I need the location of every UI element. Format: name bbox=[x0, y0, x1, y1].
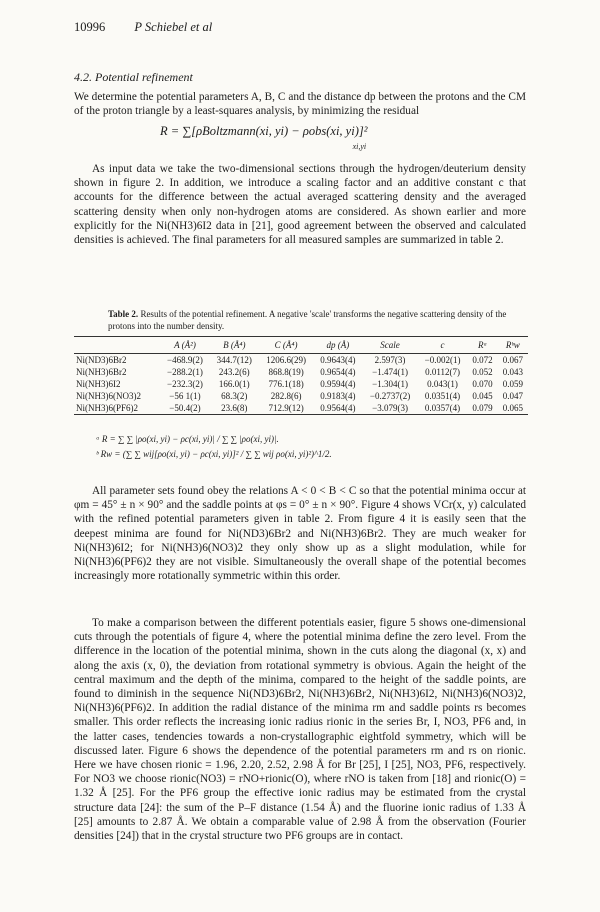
table-cell: 0.9594(4) bbox=[320, 379, 356, 389]
running-authors: P Schiebel et al bbox=[134, 20, 213, 34]
table-cell: −232.3(2) bbox=[167, 379, 203, 389]
table-cell: Ni(NH3)6(PF6)2 bbox=[76, 403, 138, 413]
table-cell: 0.079 bbox=[472, 403, 493, 413]
table-row bbox=[74, 378, 528, 390]
equation-body: R = ∑[ρBoltzmann(xi, yi) − ρobs(xi, yi)]² bbox=[160, 124, 368, 138]
table-cell: 282.8(6) bbox=[270, 391, 302, 401]
table-footnote-a: ᵃ R = ∑ ∑ |ρo(xi, yi) − ρc(xi, yi)| / ∑ ∑ |ρo(xi, yi)|. bbox=[96, 434, 279, 444]
column-header: Rᵃ bbox=[477, 340, 488, 350]
column-header: C (Å⁴) bbox=[274, 340, 298, 350]
paragraph-relations: All parameter sets found obey the relations A < 0 < B < C so that the potential minima occur at φm = 45° ± n × 90° and the saddle points at φs = 0° ± n × 90°. Figure 4 shows VCr(x, y) calculated with the refined potential parameters given in table 2. From figure 4 it is easily seen that the deepest minima are found for Ni(ND3)6Br2 and Ni(NH3)6Br2. They are much weaker for Ni(NH3)6I2; for Ni(NH3)6(NO3)2 they only show up as a slight modulation, while for Ni(NH3)6(PF6)2 they are not visible. Simultaneously the overall shape of the potential becomes increasingly more rotationally symmetric within this order. bbox=[74, 485, 526, 583]
paragraph-comparison: To make a comparison between the different potentials easier, figure 5 shows one-dimensional cuts through the potentials of figure 4, where the potential minima define the zero level. From the difference in the location of the potential minima, shown in the cuts along the diagonal (x, x) and along the axis (x, 0), the deviation from rotational symmetry is obvious. Again the height of the central maximum and the depth of the minima, compared to the height of the saddle points, are found to diminish in the sequence Ni(ND3)6Br2, Ni(NH3)6Br2, Ni(NH3)6I2, Ni(NH3)6(NO3)2, Ni(NH3)6(PF6)2. In addition the radial distance of the minima rm and saddle points rs becomes smaller. This order reflects the increasing ionic radius rionic in the series Br, I, NO3, PF6 and, in the latter cases, tendencies towards a non-crystallographic eightfold symmetry, which will be discussed later. Figure 6 shows the dependence of the potential parameters rm and rs on rionic. Here we have chosen rionic = 1.96, 2.20, 2.52, 2.98 Å for Br [25], I [25], NO3, PF6, respectively. For NO3 we choose rionic(NO3) = rNO+rionic(O), where rNO is taken from [18] and rionic(O) = 1.32 Å [25]. For the PF6 group the effective ionic radius may be estimated from the crystal structure data [24]: the sum of the P–F distance (1.54 Å) and the fluorine ionic radius of 1.33 Å [25] amounts to 2.87 Å. We obtain a comparable value of 2.98 Å from the observation (Fourier densities [24]) that in the crystal structure two PF6 groups are in contact. bbox=[74, 617, 526, 843]
table-cell: −56 1(1) bbox=[169, 391, 201, 401]
column-header: c bbox=[440, 340, 445, 350]
table-cell: 0.052 bbox=[472, 367, 493, 377]
table-cell: 0.0357(4) bbox=[424, 403, 461, 413]
column-header: B (Å⁴) bbox=[223, 340, 246, 350]
table-cell: −3.079(3) bbox=[372, 403, 408, 413]
table-cell: −0.002(1) bbox=[424, 355, 461, 365]
section-heading: 4.2. Potential refinement bbox=[74, 70, 193, 84]
table-cell: 23.6(8) bbox=[221, 403, 248, 413]
table-caption-label: Table 2. bbox=[108, 309, 139, 319]
table-cell: 0.070 bbox=[472, 379, 493, 389]
table-cell: 1206.6(29) bbox=[266, 355, 306, 365]
running-head bbox=[74, 20, 212, 35]
table-cell: −0.2737(2) bbox=[369, 391, 411, 401]
table-cell: 0.047 bbox=[502, 391, 523, 401]
column-header: dp (Å) bbox=[326, 340, 350, 350]
residual-equation bbox=[160, 124, 384, 151]
table-cell: −288.2(1) bbox=[167, 367, 203, 377]
table-cell: 68.3(2) bbox=[221, 391, 248, 401]
column-header: A (Å²) bbox=[174, 340, 196, 350]
table-cell: −1.474(1) bbox=[372, 367, 408, 377]
table-footnote-b: ᵇ Rw = (∑ ∑ wij[ρo(xi, yi) − ρc(xi, yi)]² / ∑ ∑ wij ρo(xi, yi)²)^1/2. bbox=[96, 449, 332, 459]
table-header-row bbox=[74, 337, 528, 354]
column-header bbox=[74, 337, 160, 354]
table-row bbox=[74, 402, 528, 415]
table-cell: −1.304(1) bbox=[372, 379, 408, 389]
table-cell: 0.9654(4) bbox=[320, 367, 356, 377]
table-cell: 344.7(12) bbox=[216, 355, 252, 365]
table-cell: 0.059 bbox=[502, 379, 523, 389]
table-cell: 0.9643(4) bbox=[320, 355, 356, 365]
table-cell: 166.0(1) bbox=[218, 379, 250, 389]
paragraph-intro: We determine the potential parameters A, B, C and the distance dp between the protons and the CM of the proton triangle by a least-squares analysis, by minimizing the residual bbox=[74, 91, 526, 118]
table-cell: Ni(ND3)6Br2 bbox=[76, 355, 127, 365]
table-cell: Ni(NH3)6I2 bbox=[76, 379, 121, 389]
table-caption-text: Results of the potential refinement. A negative 'scale' transforms the negative scattering density of the protons into the number density. bbox=[108, 309, 507, 331]
table-cell: 0.043(1) bbox=[427, 379, 458, 389]
column-header: Scale bbox=[380, 340, 400, 350]
table-row bbox=[74, 366, 528, 378]
paragraph-input-data: As input data we take the two-dimensional sections through the hydrogen/deuterium density shown in figure 2. In addition, we introduce a scaling factor and an additive constant c that accounts for the difference between the actual averaged scattering density and the averaged scattering density when only non-hydrogen atoms are considered. As shown earlier and more explicitly for the Ni(NH3)6I2 data in [21], good agreement between the observed and calculated densities is achieved. The final parameters for all measured samples are summarized in table 2. bbox=[74, 163, 526, 247]
table-cell: 0.9564(4) bbox=[320, 403, 356, 413]
column-header: Rᵇw bbox=[505, 340, 520, 350]
table-cell: 0.0351(4) bbox=[424, 391, 461, 401]
table-cell: 0.043 bbox=[502, 367, 523, 377]
table-cell: 712.9(12) bbox=[268, 403, 304, 413]
table-cell: 868.8(19) bbox=[268, 367, 304, 377]
table-cell: Ni(NH3)6Br2 bbox=[76, 367, 127, 377]
table-cell: 0.0112(7) bbox=[425, 367, 461, 377]
table-cell: Ni(NH3)6(NO3)2 bbox=[76, 391, 141, 401]
table-row bbox=[74, 354, 528, 367]
table-caption bbox=[108, 308, 528, 332]
table-cell: −468.9(2) bbox=[167, 355, 203, 365]
table-cell: 2.597(3) bbox=[374, 355, 406, 365]
table-row bbox=[74, 390, 528, 402]
results-table bbox=[74, 336, 528, 415]
equation-subscript: xi,yi bbox=[352, 142, 367, 151]
table-cell: 243.2(6) bbox=[218, 367, 250, 377]
table-cell: 0.065 bbox=[502, 403, 523, 413]
table-cell: 0.072 bbox=[472, 355, 493, 365]
page-number: 10996 bbox=[74, 20, 106, 34]
table-cell: 0.9183(4) bbox=[320, 391, 356, 401]
table-cell: −50.4(2) bbox=[169, 403, 201, 413]
table-cell: 0.045 bbox=[472, 391, 493, 401]
table-cell: 0.067 bbox=[502, 355, 523, 365]
table-cell: 776.1(18) bbox=[268, 379, 304, 389]
